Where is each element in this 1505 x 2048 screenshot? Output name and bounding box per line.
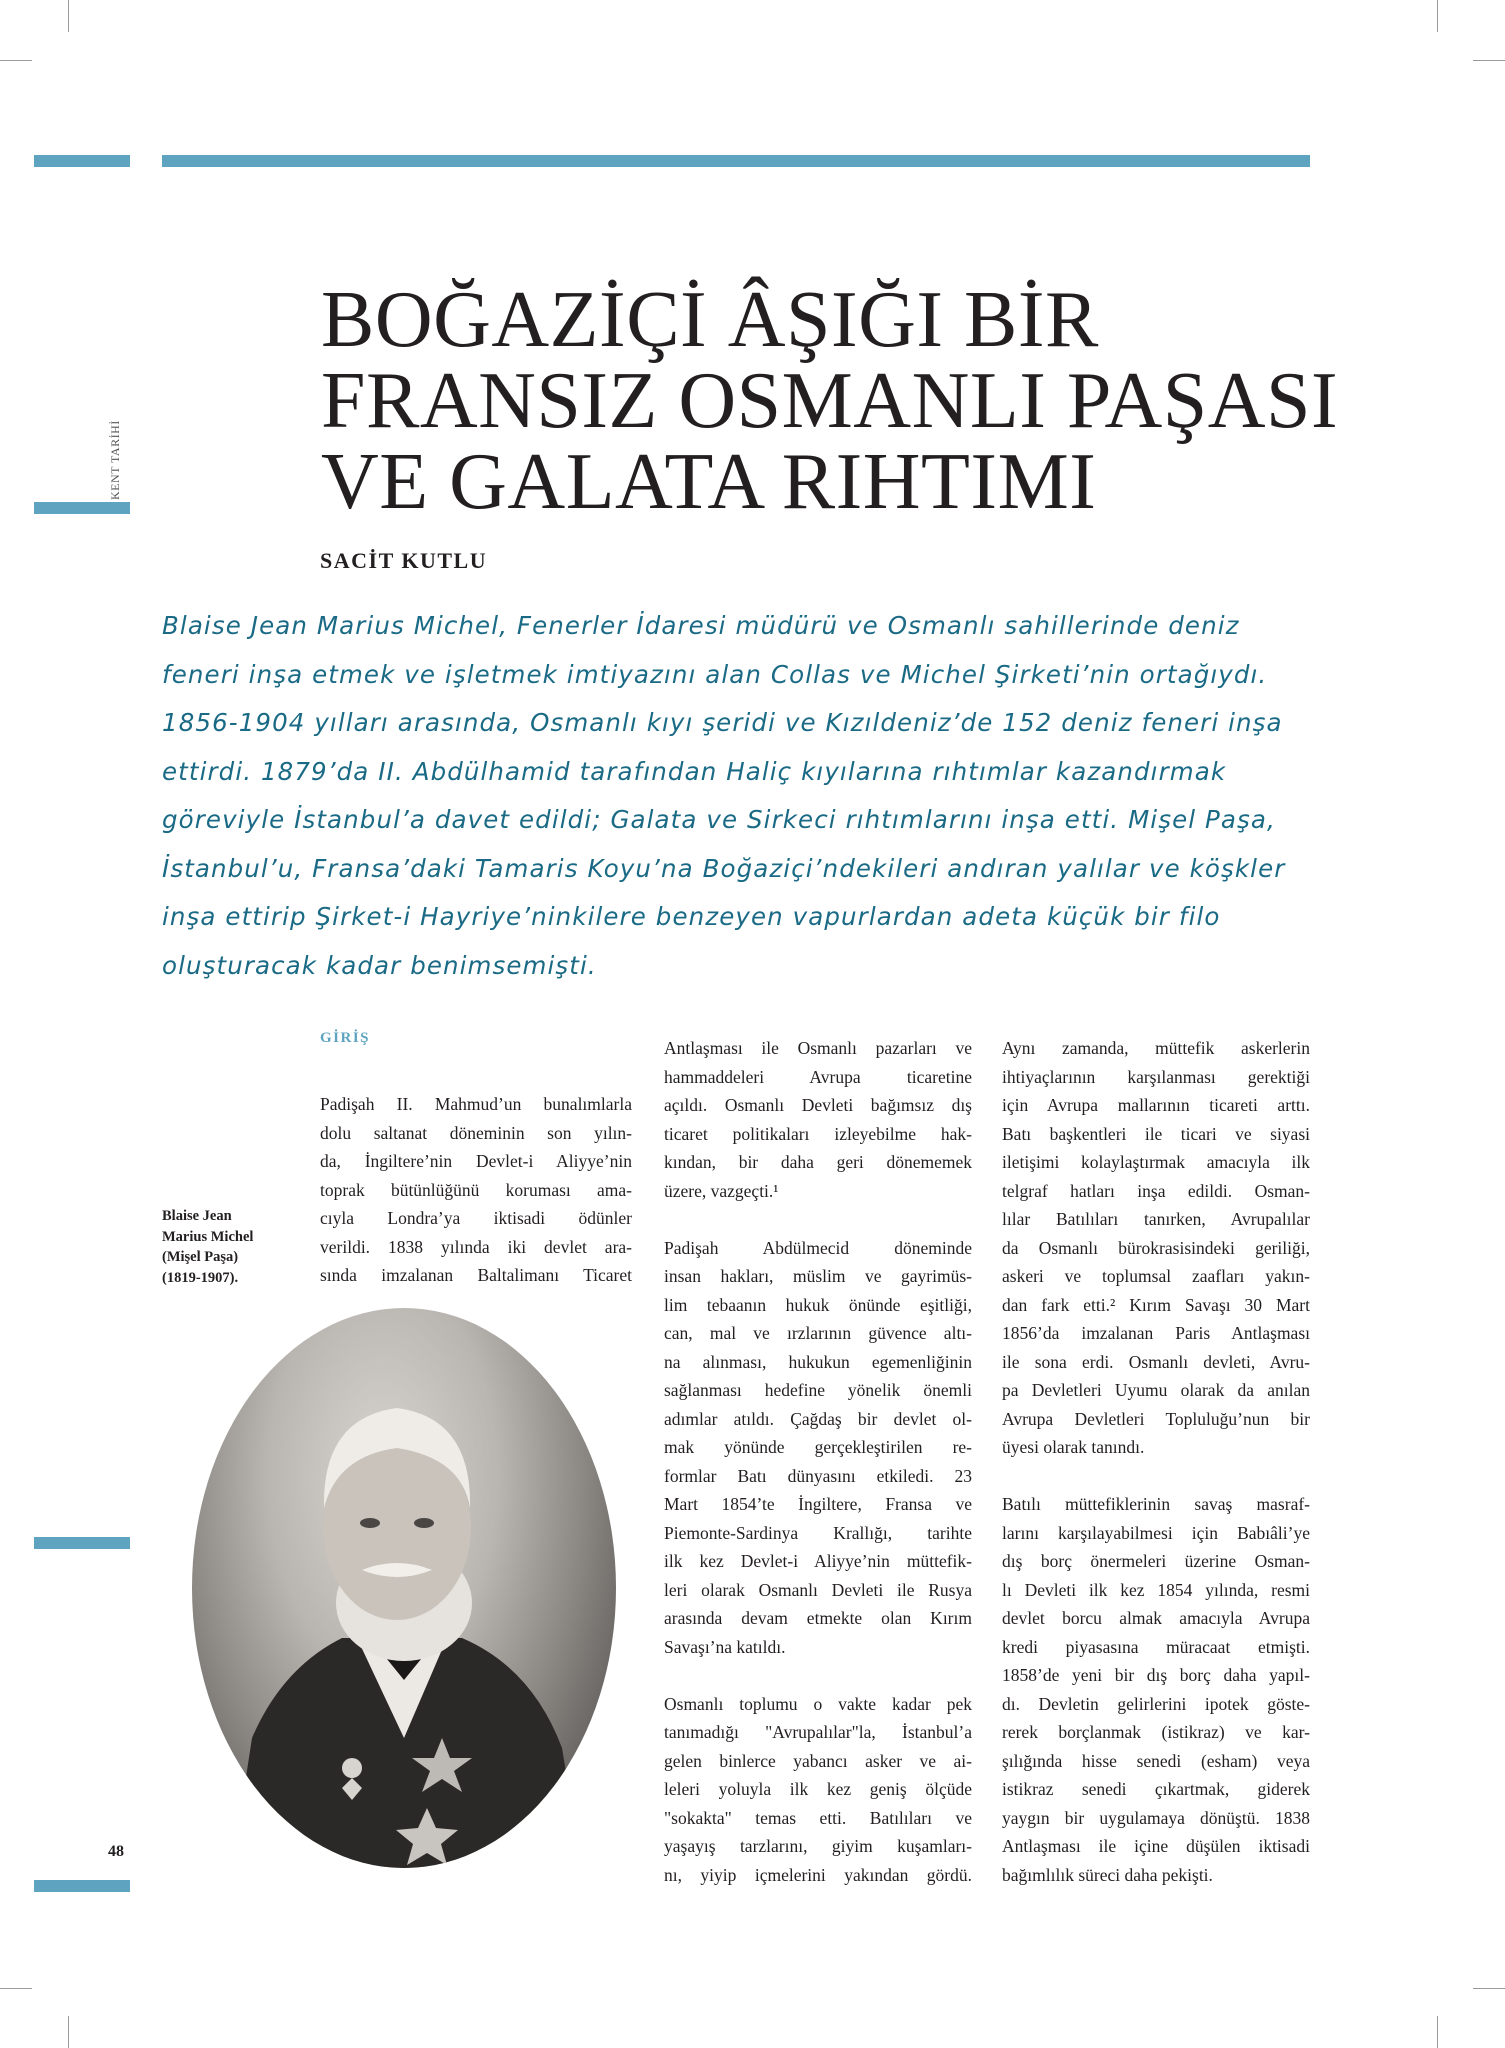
body-line: pa Devletleri Uyumu olarak da anılan bbox=[1002, 1380, 1310, 1400]
body-line: gelen binlerce yabancı asker ve ai- bbox=[664, 1750, 972, 1771]
body-line: Piemonte-Sardinya Krallığı, tarihte bbox=[664, 1522, 972, 1543]
body-line: Mart 1854’te İngiltere, Fransa ve bbox=[664, 1494, 972, 1514]
body-line: nı, yiyip içmelerini yakından gördü. bbox=[664, 1864, 972, 1885]
body-line: telgraf hatları inşa edildi. Osman- bbox=[1002, 1180, 1310, 1201]
section-label: KENT TARİHİ bbox=[108, 420, 122, 500]
body-line: dolu saltanat döneminin son yılın- bbox=[320, 1122, 632, 1143]
body-line: verildi. 1838 yılında iki devlet ara- bbox=[320, 1236, 632, 1257]
body-line: yaşayış tarzlarını, giyim kuşamları- bbox=[664, 1836, 972, 1856]
body-line: leleri yoluyla ilk kez geniş ölçüde bbox=[664, 1779, 972, 1799]
crop-mark bbox=[1437, 0, 1438, 32]
footer-marker-bar bbox=[34, 1880, 130, 1892]
body-line: sında imzalanan Baltalimanı Ticaret bbox=[320, 1265, 632, 1285]
body-line: arasında devam etmekte olan Kırım bbox=[664, 1608, 972, 1628]
body-line: Osmanlı toplumu o vakte kadar pek bbox=[664, 1693, 972, 1714]
body-line: "sokakta" temas etti. Batılıları ve bbox=[664, 1807, 972, 1828]
body-line: iletişimi kolaylaştırmak amacıyla ilk bbox=[1002, 1152, 1310, 1172]
body-line: askeri ve toplumsal zaafları yakın- bbox=[1002, 1266, 1310, 1286]
body-line: istikraz senedi çıkartmak, giderek bbox=[1002, 1779, 1310, 1799]
body-line: dış borç önermeleri üzerine Osman- bbox=[1002, 1551, 1310, 1571]
crop-mark bbox=[68, 0, 69, 32]
caption-line: Marius Michel bbox=[162, 1228, 254, 1245]
body-line: lı Devleti ilk kez 1854 yılında, resmi bbox=[1002, 1579, 1310, 1600]
top-header-bar bbox=[162, 155, 1310, 167]
body-line: ticaret politikaları izleyebilme hak- bbox=[664, 1123, 972, 1144]
intro-heading: GİRİŞ bbox=[320, 1030, 371, 1046]
body-line: sağlanması hedefine yönelik önemli bbox=[664, 1380, 972, 1400]
body-line: üyesi olarak tanındı. bbox=[1002, 1437, 1145, 1457]
crop-mark bbox=[0, 1988, 32, 1989]
body-line: rerek borçlanmak (istikraz) ve kar- bbox=[1002, 1722, 1310, 1742]
lede-line: İstanbul’u, Fransa’daki Tamaris Koyu’na Boğaziçi’ndekileri andıran yalılar ve köşkler bbox=[162, 853, 1286, 883]
lede-line: oluşturacak kadar benimsemişti. bbox=[162, 950, 597, 980]
body-line: ile sona erdi. Osmanlı devleti, Avru- bbox=[1002, 1351, 1310, 1372]
body-line: Avrupa Devletleri Topluluğu’nun bir bbox=[1002, 1408, 1310, 1429]
lede-line: ettirdi. 1879’da II. Abdülhamid tarafından Haliç kıyılarına rıhtımlar kazandırmak bbox=[162, 756, 1227, 786]
body-line: Padişah II. Mahmud’un bunalımlarla bbox=[320, 1094, 632, 1114]
body-line: şılığında hisse senedi (esham) veya bbox=[1002, 1750, 1310, 1771]
photo-caption bbox=[162, 1206, 282, 1288]
body-line: mak yönünde gerçekleştirilen re- bbox=[664, 1437, 972, 1457]
title-line: VE GALATA RIHTIMI bbox=[321, 438, 1097, 526]
crop-mark bbox=[1437, 2016, 1438, 2048]
lede-line: Blaise Jean Marius Michel, Fenerler İdaresi müdürü ve Osmanlı sahillerinde deniz bbox=[162, 611, 1240, 640]
top-left-accent-bar bbox=[34, 155, 130, 167]
title-line: FRANSIZ OSMANLI PAŞASI bbox=[321, 357, 1339, 445]
body-line: da Osmanlı bürokrasisindeki geriliği, bbox=[1002, 1237, 1310, 1258]
body-line: devlet borcu almak amacıyla Avrupa bbox=[1002, 1608, 1310, 1628]
section-marker-bar bbox=[34, 502, 130, 514]
body-line: kredi piyasasına müracaat etmişti. bbox=[1002, 1636, 1310, 1657]
body-line: lim tebaanın hukuk önünde eşitliği, bbox=[664, 1294, 972, 1315]
caption-line: (1819-1907). bbox=[162, 1269, 239, 1286]
body-line: Aynı zamanda, müttefik askerlerin bbox=[1002, 1038, 1310, 1058]
body-line: dan fark etti.² Kırım Savaşı 30 Mart bbox=[1002, 1294, 1310, 1315]
body-line: Antlaşması ile Osmanlı pazarları ve bbox=[664, 1038, 972, 1058]
body-line: ilk kez Devlet-i Aliyye’nin müttefik- bbox=[664, 1551, 972, 1571]
body-line: adımlar atıldı. Çağdaş bir devlet ol- bbox=[664, 1408, 972, 1429]
body-line: Batılı müttefiklerinin savaş masraf- bbox=[1002, 1494, 1310, 1514]
title-line: BOĞAZİÇİ ÂŞIĞI BİR bbox=[321, 276, 1099, 364]
lede-paragraph bbox=[162, 602, 1322, 990]
body-line: Batı başkentleri ile ticari ve siyasi bbox=[1002, 1123, 1310, 1144]
body-line: ihtiyaçlarının karşılanması gerektiği bbox=[1002, 1066, 1310, 1087]
body-column-2 bbox=[664, 1034, 972, 1889]
body-line: bağımlılık süreci daha pekişti. bbox=[1002, 1864, 1213, 1885]
body-line: dı. Devletin gelirlerini ipotek göste- bbox=[1002, 1693, 1310, 1714]
body-line: için Avrupa mallarının ticareti arttı. bbox=[1002, 1095, 1310, 1115]
page-number: 48 bbox=[108, 1843, 124, 1860]
body-line: Padişah Abdülmecid döneminde bbox=[664, 1237, 972, 1258]
body-line: insan hakları, müslim ve gayrimüs- bbox=[664, 1266, 972, 1286]
body-line: toprak bütünlüğünü koruması ama- bbox=[320, 1179, 632, 1200]
author-name: SACİT KUTLU bbox=[320, 548, 488, 573]
portrait-figure bbox=[192, 1308, 616, 1868]
crop-mark bbox=[1473, 1988, 1505, 1989]
body-line: 1858’de yeni bir dış borç daha yapıl- bbox=[1002, 1665, 1310, 1685]
lede-line: feneri inşa etmek ve işletmek imtiyazını alan Collas ve Michel Şirketi’nin ortağıydı. bbox=[162, 659, 1268, 689]
body-line: na alınması, hukukun egemenliğinin bbox=[664, 1351, 972, 1372]
body-column-3 bbox=[1002, 1034, 1310, 1889]
crop-mark bbox=[1473, 60, 1505, 61]
lede-line: inşa ettirip Şirket-i Hayriye’ninkilere benzeyen vapurlardan adeta küçük bir filo bbox=[162, 902, 1221, 931]
crop-mark bbox=[0, 60, 32, 61]
body-line: kından, bir daha geri dönememek bbox=[664, 1152, 972, 1172]
body-line: Antlaşması ile içine düşülen iktisadi bbox=[1002, 1836, 1310, 1856]
crop-mark bbox=[68, 2016, 69, 2048]
body-line: can, mal ve ırzlarının güvence altı- bbox=[664, 1323, 972, 1343]
body-line: yaygın bir uygulamaya dönüştü. 1838 bbox=[1002, 1807, 1310, 1828]
body-line: üzere, vazgeçti.¹ bbox=[664, 1180, 779, 1201]
article-title bbox=[321, 276, 1339, 526]
body-line: da, İngiltere’nin Devlet-i Aliyye’nin bbox=[320, 1151, 632, 1171]
body-line: cıyla Londra’ya iktisadi ödünler bbox=[320, 1208, 632, 1228]
caption-line: Blaise Jean bbox=[162, 1208, 232, 1224]
body-column-1 bbox=[320, 1090, 632, 1290]
caption-line: (Mişel Paşa) bbox=[162, 1249, 239, 1265]
body-line: lılar Batılıları tanırken, Avrupalılar bbox=[1002, 1209, 1310, 1229]
body-line: 1856’da imzalanan Paris Antlaşması bbox=[1002, 1323, 1310, 1343]
body-line: tanımadığı "Avrupalılar"la, İstanbul’a bbox=[664, 1722, 972, 1742]
body-line: formlar Batı dünyasını etkiledi. 23 bbox=[664, 1465, 972, 1486]
body-line: açıldı. Osmanlı Devleti bağımsız dış bbox=[664, 1095, 972, 1115]
body-line: larını karşılayabilmesi için Babıâli’ye bbox=[1002, 1522, 1310, 1543]
body-line: leri olarak Osmanlı Devleti ile Rusya bbox=[664, 1579, 972, 1600]
side-marker-bar bbox=[34, 1537, 130, 1549]
body-line: hammaddeleri Avrupa ticaretine bbox=[664, 1066, 972, 1087]
lede-line: 1856-1904 yılları arasında, Osmanlı kıyı şeridi ve Kızıldeniz’de 152 deniz feneri inşa bbox=[162, 708, 1283, 737]
lede-line: göreviyle İstanbul’a davet edildi; Galata ve Sirkeci rıhtımlarını inşa etti. Mişel Paşa, bbox=[162, 805, 1276, 834]
body-line: Savaşı’na katıldı. bbox=[664, 1636, 786, 1657]
portrait-photo bbox=[192, 1308, 616, 1868]
